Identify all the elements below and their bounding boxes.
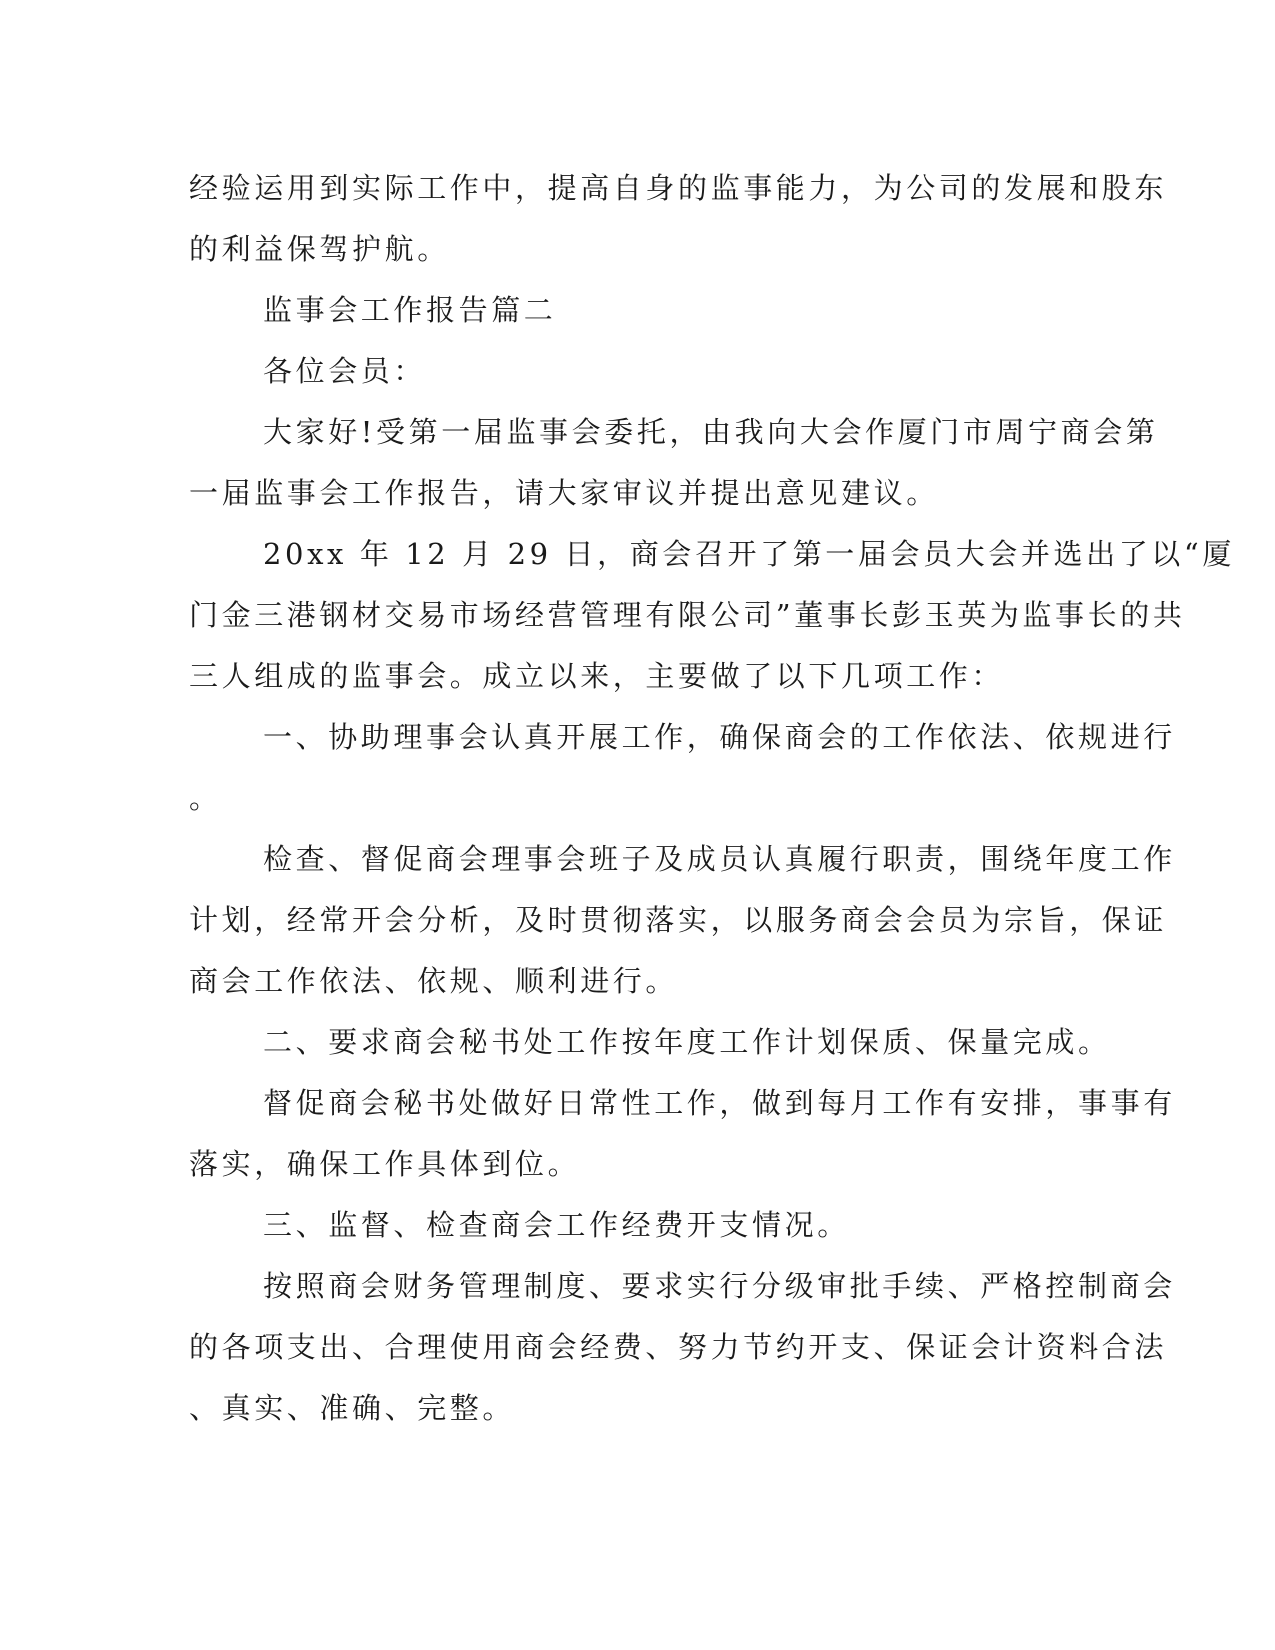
text-line: 的利益保驾护航。 bbox=[189, 232, 450, 266]
paragraph bbox=[189, 1256, 1176, 1439]
text-line: 监事会工作报告篇二 bbox=[263, 293, 557, 327]
text-line: 各位会员： bbox=[263, 354, 427, 388]
text-line: 按照商会财务管理制度、要求实行分级审批手续、严格控制商会 bbox=[263, 1269, 1176, 1303]
text-line: 一届监事会工作报告，请大家审议并提出意见建议。 bbox=[189, 476, 939, 510]
text-line: 三人组成的监事会。成立以来，主要做了以下几项工作： bbox=[189, 659, 1005, 693]
paragraph bbox=[189, 341, 1069, 402]
paragraph bbox=[189, 1195, 1069, 1256]
text-line: 门金三港钢材交易市场经营管理有限公司”董事长彭玉英为监事长的共 bbox=[189, 598, 1186, 632]
paragraph bbox=[189, 280, 1069, 341]
text-line: 二、要求商会秘书处工作按年度工作计划保质、保量完成。 bbox=[263, 1025, 1111, 1059]
paragraph bbox=[189, 1073, 1176, 1195]
paragraph bbox=[189, 524, 1235, 707]
paragraph bbox=[189, 829, 1176, 1012]
text-line: 大家好!受第一届监事会委托，由我向大会作厦门市周宁商会第 bbox=[263, 415, 1159, 449]
text-line: 一、协助理事会认真开展工作，确保商会的工作依法、依规进行 bbox=[263, 720, 1176, 754]
text-line: 检查、督促商会理事会班子及成员认真履行职责，围绕年度工作 bbox=[263, 842, 1176, 876]
paragraph bbox=[189, 707, 1176, 829]
text-line: 。 bbox=[189, 781, 222, 815]
text-line: 20xx 年 12 月 29 日，商会召开了第一届会员大会并选出了以“厦 bbox=[263, 537, 1235, 571]
text-line: 的各项支出、合理使用商会经费、努力节约开支、保证会计资料合法 bbox=[189, 1330, 1168, 1364]
text-line: 督促商会秘书处做好日常性工作，做到每月工作有安排，事事有 bbox=[263, 1086, 1176, 1120]
text-line: 落实，确保工作具体到位。 bbox=[189, 1147, 581, 1181]
paragraph bbox=[189, 1012, 1111, 1073]
paragraph bbox=[189, 158, 1168, 280]
text-line: 计划，经常开会分析，及时贯彻落实，以服务商会会员为宗旨，保证 bbox=[189, 903, 1168, 937]
paragraph bbox=[189, 402, 1159, 524]
text-line: 三、监督、检查商会工作经费开支情况。 bbox=[263, 1208, 850, 1242]
document-body bbox=[189, 158, 1235, 1439]
text-line: 经验运用到实际工作中，提高自身的监事能力，为公司的发展和股东 bbox=[189, 171, 1168, 205]
text-line: 、真实、准确、完整。 bbox=[189, 1391, 516, 1425]
text-line: 商会工作依法、依规、顺利进行。 bbox=[189, 964, 679, 998]
